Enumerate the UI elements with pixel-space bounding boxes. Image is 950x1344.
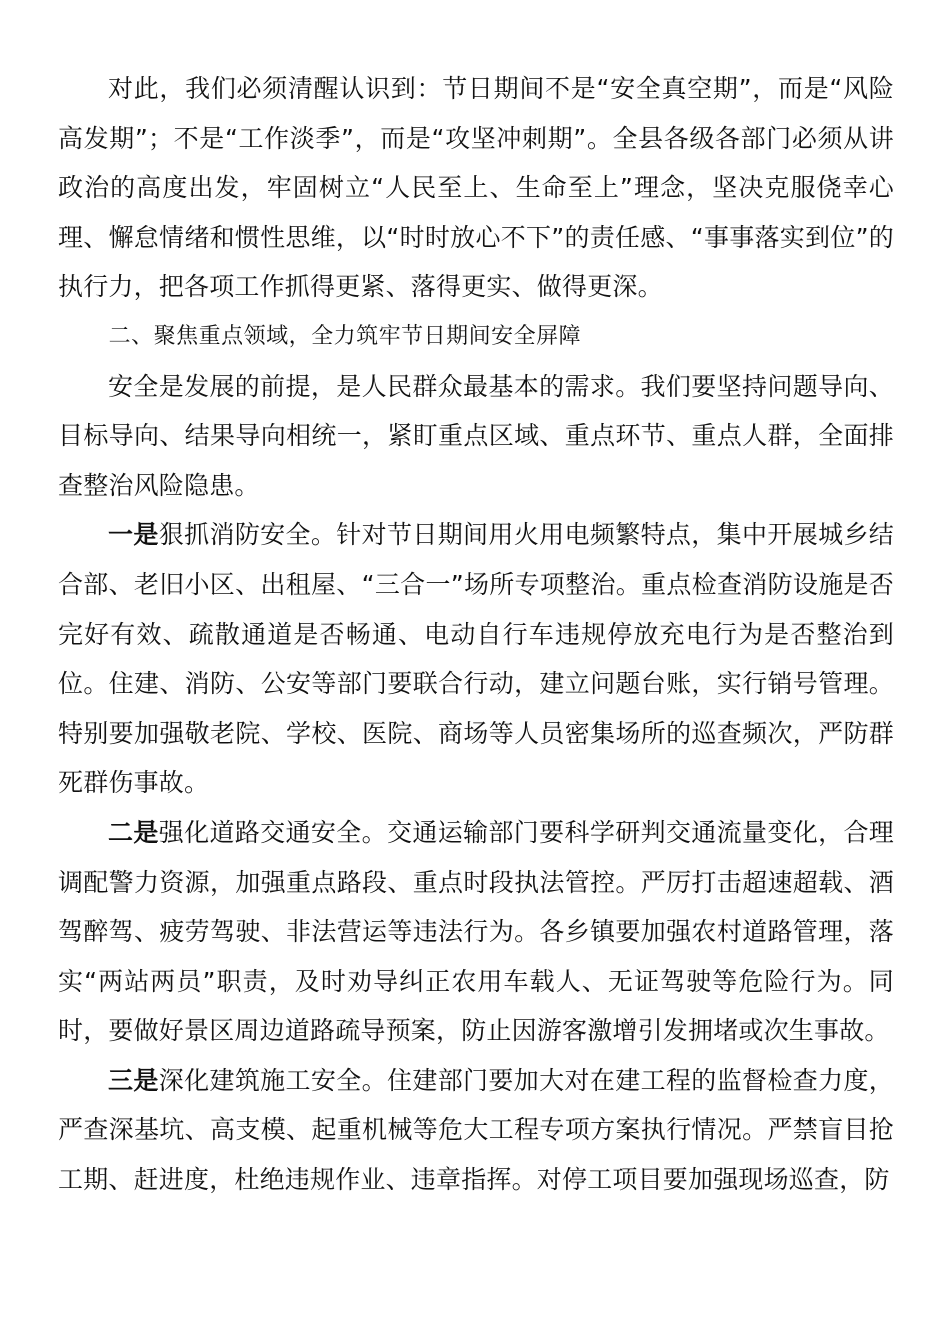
paragraph-1 — [58, 64, 894, 312]
section-heading-2 — [58, 312, 894, 362]
paragraph-3 — [58, 510, 894, 808]
paragraph-4 — [58, 808, 894, 1056]
paragraph-2-text: 安全是发展的前提，是人民群众最基本的需求。我们要坚持问题导向、目标导向、结果导向相统一，紧盯重点区域、重点环节、重点人群，全面排查整治风险隐患。 — [58, 371, 894, 500]
paragraph-2 — [58, 362, 894, 511]
paragraph-4-lead: 二是 — [108, 817, 159, 847]
section-heading-2-text: 二、聚焦重点领域，全力筑牢节日期间安全屏障 — [108, 323, 582, 349]
paragraph-5-text: 深化建筑施工安全。住建部门要加大对在建工程的监督检查力度，严查深基坑、高支模、起重机械等危大工程专项方案执行情况。严禁盲目抢工期、赶进度，杜绝违规作业、违章指挥。对停工项目要加强现场巡查，防 — [58, 1065, 894, 1195]
paragraph-4-text: 强化道路交通安全。交通运输部门要科学研判交通流量变化，合理调配警力资源，加强重点路段、重点时段执法管控。严厉打击超速超载、酒驾醉驾、疲劳驾驶、非法营运等违法行为。各乡镇要加强农村道路管理，落实“两站两员”职责，及时劝导纠正农用车载人、无证驾驶等危险行为。同时，要做好景区周边道路疏导预案，防止因游客激增引发拥堵或次生事故。 — [58, 817, 894, 1046]
document-page — [58, 64, 894, 1205]
paragraph-5-lead: 三是 — [108, 1065, 159, 1095]
paragraph-1-text: 对此，我们必须清醒认识到：节日期间不是“安全真空期”，而是“风险高发期”；不是“工作淡季”，而是“攻坚冲刺期”。全县各级各部门必须从讲政治的高度出发，牢固树立“人民至上、生命至上”理念，坚决克服侥幸心理、懈怠情绪和惯性思维，以“时时放心不下”的责任感、“事事落实到位”的执行力，把各项工作抓得更紧、落得更实、做得更深。 — [58, 74, 894, 302]
paragraph-3-text: 狠抓消防安全。针对节日期间用火用电频繁特点，集中开展城乡结合部、老旧小区、出租屋、“三合一”场所专项整治。重点检查消防设施是否完好有效、疏散通道是否畅通、电动自行车违规停放充电行为是否整治到位。住建、消防、公安等部门要联合行动，建立问题台账，实行销号管理。特别要加强敬老院、学校、医院、商场等人员密集场所的巡查频次，严防群死群伤事故。 — [58, 520, 894, 798]
paragraph-3-lead: 一是 — [108, 520, 159, 550]
paragraph-5 — [58, 1056, 894, 1205]
